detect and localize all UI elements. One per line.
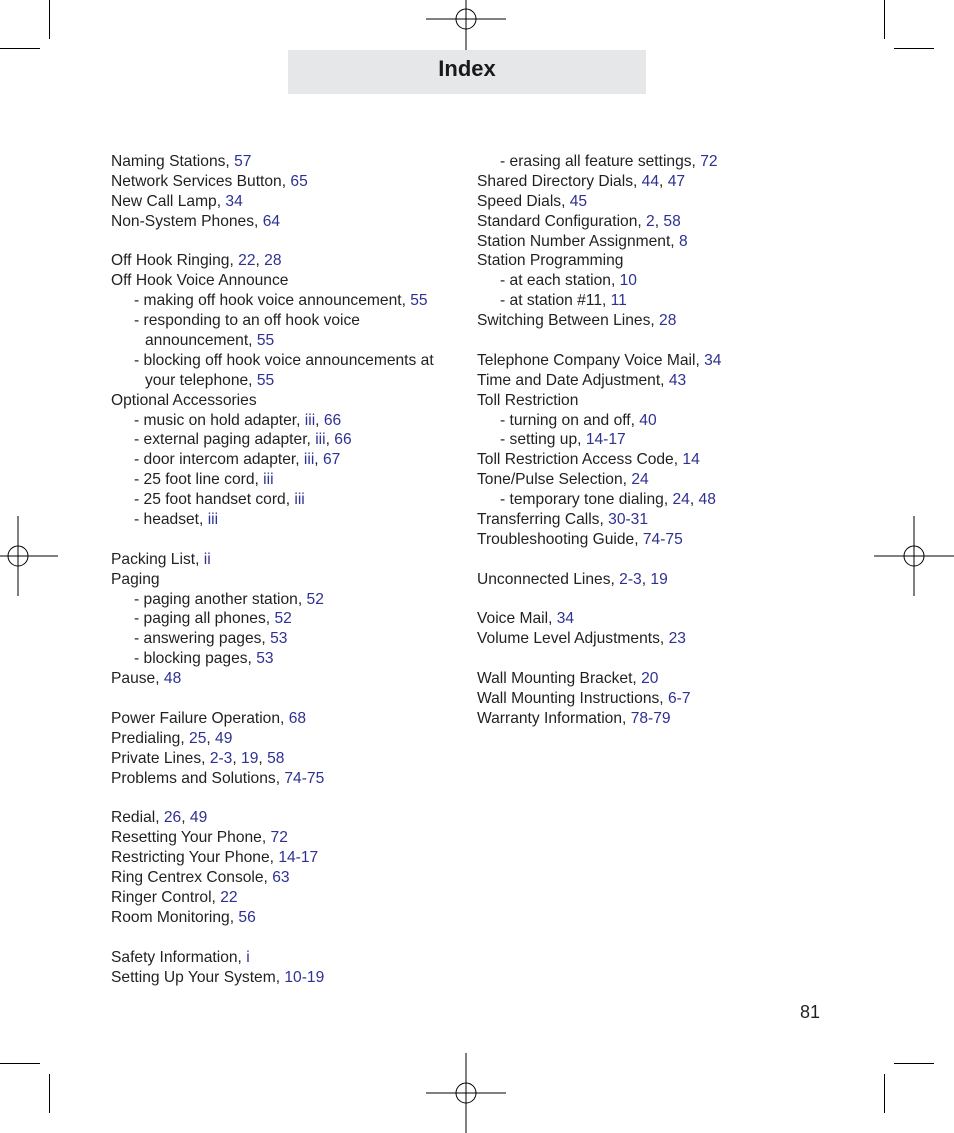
index-subentry	[111, 510, 491, 530]
page-reference-link[interactable]: 19	[650, 570, 668, 588]
page-reference-link[interactable]: 72	[270, 829, 288, 847]
page-reference-link[interactable]: 20	[641, 670, 659, 688]
index-entry: Private Lines, 2-3, 19, 58	[111, 749, 285, 767]
page-reference-link[interactable]: iii	[294, 491, 305, 509]
page-number: 81	[800, 1002, 821, 1022]
page-reference-link[interactable]: 10	[619, 272, 637, 290]
index-term: - music on hold adapter,	[134, 411, 305, 429]
page-reference-link[interactable]: 26	[163, 809, 182, 827]
crop-mark	[894, 1063, 934, 1064]
index-term: Redial,	[111, 809, 164, 827]
page-reference-link[interactable]: 45	[569, 192, 588, 210]
index-entry	[111, 391, 491, 411]
page-reference-link[interactable]: 14-17	[585, 431, 626, 449]
page-reference-link[interactable]: 14	[682, 451, 700, 469]
page-reference-link[interactable]: 52	[306, 590, 324, 608]
page-reference-link[interactable]: 72	[700, 153, 718, 170]
spacer	[111, 530, 491, 550]
index-term: Safety Information,	[111, 948, 247, 966]
index-subentry	[111, 311, 491, 331]
index-entry: Off Hook Ringing, 22, 28	[111, 252, 282, 270]
index-term: - setting up,	[500, 431, 586, 449]
page-reference-link[interactable]: 74-75	[284, 769, 325, 787]
index-term: Restricting Your Phone,	[111, 849, 279, 867]
index-subentry	[477, 411, 857, 431]
crop-mark	[0, 48, 40, 49]
page-reference-link[interactable]: 74-75	[642, 530, 683, 548]
page-reference-link[interactable]: 52	[274, 610, 292, 628]
registration-mark-left	[0, 516, 58, 596]
index-term: Ringer Control,	[111, 888, 221, 906]
index-subentry	[477, 271, 857, 291]
page-reference-link[interactable]: 22	[220, 888, 238, 906]
index-term: Resetting Your Phone,	[111, 829, 271, 847]
index-subentry	[111, 331, 491, 351]
index-term: Off Hook Voice Announce	[111, 272, 289, 290]
index-term: - blocking pages,	[134, 650, 257, 668]
page-reference-link[interactable]: 6-7	[667, 690, 691, 708]
page-reference-link[interactable]: 24	[672, 491, 690, 509]
index-term: Packing List,	[111, 550, 204, 568]
index-subentry	[111, 470, 491, 490]
index-term: Wall Mounting Instructions,	[477, 690, 668, 708]
page-reference-link[interactable]: 58	[267, 749, 285, 767]
index-term: Station Number Assignment,	[477, 232, 679, 250]
page-reference-link[interactable]: 66	[323, 411, 342, 429]
index-entry	[111, 192, 491, 212]
index-entry	[477, 629, 857, 649]
index-term: - erasing all feature settings,	[500, 153, 701, 170]
page-reference-link[interactable]: 78-79	[630, 709, 671, 727]
index-entry: Standard Configuration, 2, 58	[477, 212, 681, 230]
index-term: Voice Mail,	[477, 610, 557, 628]
index-entry	[111, 868, 491, 888]
index-entry	[477, 510, 857, 530]
index-term: Warranty Information,	[477, 709, 631, 727]
index-subentry	[111, 351, 491, 371]
crop-mark	[894, 48, 934, 49]
index-subentry: - temporary tone dialing, 24, 48	[500, 491, 716, 509]
index-term: Volume Level Adjustments,	[477, 630, 669, 648]
registration-mark-right	[874, 516, 954, 596]
page-reference-link[interactable]: ii	[203, 550, 211, 568]
index-term: Unconnected Lines,	[477, 570, 620, 588]
page-reference-link[interactable]: iii	[207, 511, 219, 529]
index-term: Troubleshooting Guide,	[477, 530, 643, 548]
page-reference-link[interactable]: 58	[663, 212, 681, 230]
index-subentry	[477, 291, 857, 311]
index-term: Off Hook Ringing,	[111, 252, 239, 270]
page-reference-link[interactable]: 28	[659, 312, 677, 330]
index-subentry	[111, 629, 491, 649]
index-term: Setting Up Your System,	[111, 968, 285, 986]
index-subentry: - door intercom adapter, iii, 67	[134, 451, 341, 469]
page-reference-link[interactable]: 57	[234, 153, 252, 170]
index-term: Non-System Phones,	[111, 212, 263, 230]
index-term: Ring Centrex Console,	[111, 869, 273, 887]
index-term: Tone/Pulse Selection,	[477, 471, 632, 489]
index-term: Shared Directory Dials,	[477, 172, 642, 190]
spacer	[477, 590, 857, 610]
crop-mark	[49, 0, 50, 39]
index-term: - making off hook voice announcement,	[134, 292, 411, 310]
index-entry	[111, 828, 491, 848]
index-term: Station Programming	[477, 252, 624, 270]
index-term: - headset,	[134, 511, 208, 529]
index-entry	[477, 689, 857, 709]
page-reference-link[interactable]: 2-3	[619, 570, 642, 588]
index-entry	[477, 470, 857, 490]
page-title: Index	[438, 56, 496, 81]
page-reference-link[interactable]: 49	[215, 729, 233, 747]
page-reference-link[interactable]: 34	[556, 610, 575, 628]
index-term: - door intercom adapter,	[134, 451, 304, 469]
page-reference-link[interactable]: 63	[272, 869, 290, 887]
spacer	[111, 232, 491, 252]
page-reference-link[interactable]: 34	[225, 192, 243, 210]
page-reference-link[interactable]: 47	[667, 172, 686, 190]
index-term: - answering pages,	[134, 630, 271, 648]
spacer	[111, 789, 491, 809]
page-reference-link[interactable]: 40	[639, 411, 657, 429]
index-subentry: - music on hold adapter, iii, 66	[134, 411, 342, 429]
page-reference-link[interactable]: 25	[189, 729, 207, 747]
index-term: Problems and Solutions,	[111, 769, 285, 787]
index-term: - paging another station,	[134, 590, 307, 608]
page-reference-link[interactable]: 55	[256, 332, 275, 350]
registration-mark-bottom	[426, 1053, 506, 1133]
index-entry	[111, 669, 491, 689]
index-term: Switching Between Lines,	[477, 312, 660, 330]
index-term: - responding to an off hook voice	[134, 312, 360, 330]
index-entry: Redial, 26, 49	[111, 809, 208, 827]
index-term: - temporary tone dialing,	[500, 491, 673, 509]
index-term: - blocking off hook voice announcements at	[134, 351, 434, 369]
index-subentry	[111, 291, 491, 311]
page-reference-link[interactable]: 67	[322, 451, 341, 469]
spacer	[477, 649, 857, 669]
index-term: - at station #11,	[500, 292, 611, 310]
index-entry	[477, 311, 857, 331]
index-subentry: - external paging adapter, iii, 66	[134, 431, 352, 449]
index-entry	[111, 271, 491, 291]
page-reference-link[interactable]: 48	[163, 670, 182, 688]
page-reference-link[interactable]: 44	[641, 172, 660, 190]
index-entry	[477, 232, 857, 252]
index-subentry	[111, 590, 491, 610]
index-entry	[477, 450, 857, 470]
page-reference-link[interactable]: 53	[256, 650, 274, 668]
page-reference-link[interactable]: iii	[303, 451, 315, 469]
index-entry	[477, 709, 857, 729]
page-reference-link[interactable]: 55	[410, 292, 428, 310]
page-reference-link[interactable]: 14-17	[278, 849, 319, 867]
index-term: Paging	[111, 570, 160, 588]
index-subentry	[111, 371, 491, 391]
index-term: - at each station,	[500, 272, 620, 290]
crop-mark	[0, 1063, 40, 1064]
index-term: - 25 foot line cord,	[134, 471, 264, 489]
page-reference-link[interactable]: iii	[263, 471, 274, 489]
page-reference-link[interactable]: 8	[678, 232, 688, 250]
page-reference-link[interactable]: 24	[631, 471, 649, 489]
crop-mark	[884, 1074, 885, 1113]
page-reference-link[interactable]: 66	[334, 431, 352, 449]
index-entry: Shared Directory Dials, 44, 47	[477, 172, 686, 190]
index-entry	[111, 848, 491, 868]
index-column-left	[111, 152, 491, 987]
index-term: Pause,	[111, 670, 164, 688]
page-reference-link[interactable]: iii	[304, 411, 316, 429]
index-entry	[111, 888, 491, 908]
index-entry	[111, 550, 491, 570]
index-term: - external paging adapter,	[134, 431, 316, 449]
index-term: Speed Dials,	[477, 192, 570, 210]
index-column-right	[477, 152, 857, 729]
page-reference-link[interactable]: i	[246, 948, 250, 966]
index-entry	[477, 530, 857, 550]
index-entry	[111, 908, 491, 928]
index-term: New Call Lamp,	[111, 192, 226, 210]
index-term: Naming Stations,	[111, 153, 235, 170]
page-reference-link[interactable]: 43	[668, 371, 687, 389]
index-term: Standard Configuration,	[477, 212, 647, 230]
page-reference-link[interactable]: 56	[238, 908, 256, 926]
index-term: - turning on and off,	[500, 411, 640, 429]
index-term: Telephone Company Voice Mail,	[477, 351, 705, 369]
index-entry: Unconnected Lines, 2-3, 19	[477, 570, 668, 588]
index-entry	[111, 709, 491, 729]
index-term: Time and Date Adjustment,	[477, 371, 669, 389]
index-entry	[111, 769, 491, 789]
page-reference-link[interactable]: 53	[270, 630, 288, 648]
index-entry	[111, 152, 491, 172]
index-entry	[477, 251, 857, 271]
title-bar	[288, 50, 646, 94]
index-term: Room Monitoring,	[111, 908, 239, 926]
page-reference-link[interactable]: 19	[241, 749, 259, 767]
index-subentry	[111, 649, 491, 669]
page-reference-link[interactable]: 10-19	[284, 968, 325, 986]
page-reference-link[interactable]: 64	[262, 212, 281, 230]
index-term: Toll Restriction Access Code,	[477, 451, 683, 469]
index-term: - 25 foot handset cord,	[134, 491, 295, 509]
page-reference-link[interactable]: 2	[646, 212, 655, 230]
index-entry	[477, 192, 857, 212]
index-term: Wall Mounting Bracket,	[477, 670, 642, 688]
index-entry	[111, 172, 491, 192]
index-term: your telephone,	[145, 371, 257, 389]
index-term: Toll Restriction	[477, 391, 579, 409]
spacer	[477, 550, 857, 570]
spacer	[477, 331, 857, 351]
index-entry	[477, 669, 857, 689]
index-entry	[111, 968, 491, 988]
index-entry	[477, 351, 857, 371]
index-term: Network Services Button,	[111, 172, 291, 190]
crop-mark	[49, 1074, 50, 1113]
page-reference-link[interactable]: 55	[256, 371, 275, 389]
page-reference-link[interactable]: 23	[668, 630, 686, 648]
index-term: Private Lines,	[111, 749, 210, 767]
index-term: Optional Accessories	[111, 391, 257, 409]
index-term: Power Failure Operation,	[111, 709, 289, 727]
page-reference-link[interactable]: 48	[698, 491, 716, 509]
page-reference-link[interactable]: 68	[288, 709, 307, 727]
index-subentry	[477, 152, 857, 172]
page-reference-link[interactable]: 22	[238, 252, 256, 270]
index-term: Predialing,	[111, 729, 190, 747]
index-subentry	[111, 490, 491, 510]
page-reference-link[interactable]: 34	[704, 351, 722, 369]
index-entry	[477, 371, 857, 391]
page-reference-link[interactable]: 30-31	[608, 511, 649, 529]
crop-mark	[884, 0, 885, 39]
index-entry	[477, 609, 857, 629]
spacer	[111, 689, 491, 709]
index-entry	[111, 570, 491, 590]
index-term: Transferring Calls,	[477, 511, 609, 529]
index-entry: Predialing, 25, 49	[111, 729, 233, 747]
page-reference-link[interactable]: 65	[290, 172, 308, 190]
index-term: announcement,	[145, 332, 257, 350]
page-reference-link[interactable]: 28	[264, 252, 282, 270]
page-reference-link[interactable]: 11	[610, 292, 627, 310]
page-reference-link[interactable]: iii	[315, 431, 326, 449]
index-subentry	[111, 609, 491, 629]
index-entry	[111, 948, 491, 968]
index-entry	[111, 212, 491, 232]
index-entry	[477, 391, 857, 411]
spacer	[111, 928, 491, 948]
index-term: - paging all phones,	[134, 610, 275, 628]
page-reference-link[interactable]: 2-3	[209, 749, 233, 767]
page-reference-link[interactable]: 49	[189, 809, 208, 827]
index-subentry	[477, 430, 857, 450]
